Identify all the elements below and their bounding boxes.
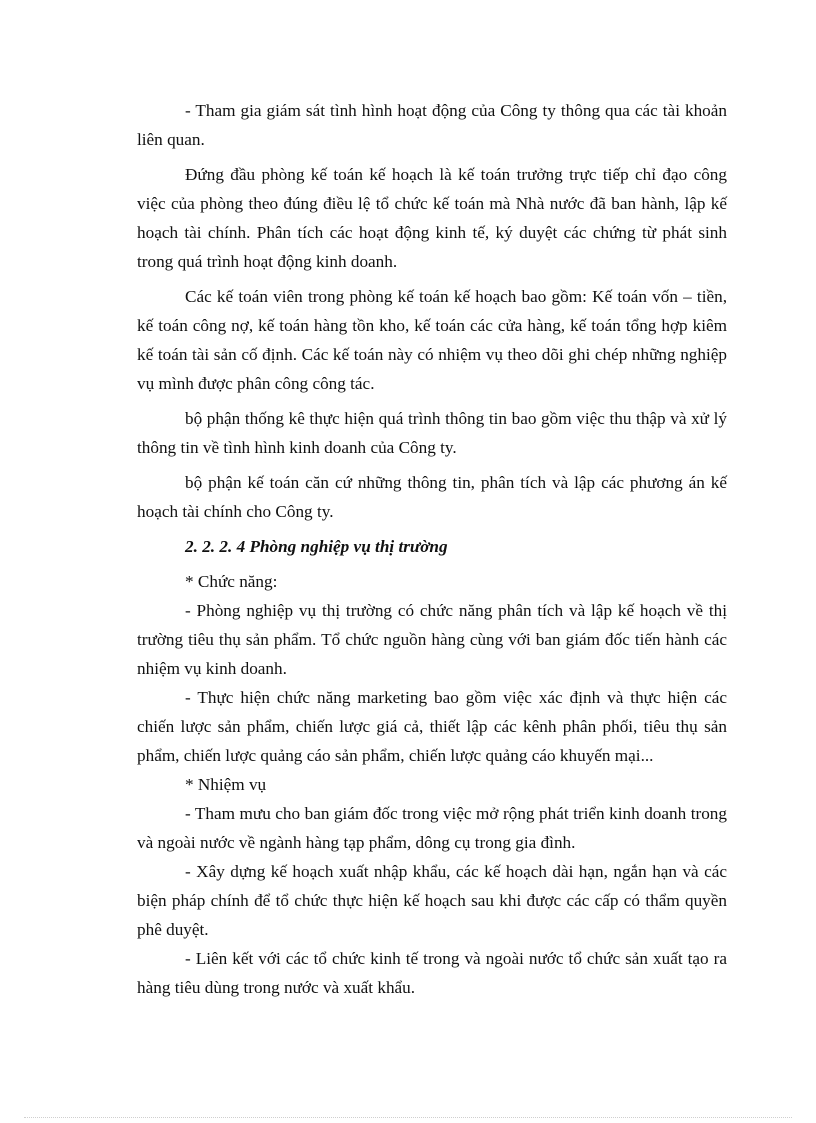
function-label: * Chức năng: — [185, 572, 278, 591]
duty-label: * Nhiệm vụ — [185, 775, 267, 794]
function-item-marketing: - Thực hiện chức năng marketing bao gồm việc xác định và thực hiện các chiến lược sản phẩm, chiến lược giá cả, thiết lập các kênh phân phối, tiêu thụ sản phẩm, chiến lược quảng cáo sản phẩm, chiến lược quảng cáo khuyến mại... — [137, 688, 727, 765]
page-bottom-divider — [24, 1117, 792, 1118]
paragraph-accounting-unit: bộ phận kế toán căn cứ những thông tin, phân tích và lập các phương án kế hoạch tài chính cho Công ty. — [137, 473, 727, 521]
duty-item-cooperation: - Liên kết với các tổ chức kinh tế trong và ngoài nước tổ chức sản xuất tạo ra hàng tiêu dùng trong nước và xuất khẩu. — [137, 949, 727, 997]
paragraph-accountants-list: Các kế toán viên trong phòng kế toán kế hoạch bao gồm: Kế toán vốn – tiền, kế toán công nợ, kế toán hàng tồn kho, kế toán các cửa hàng, kế toán tổng hợp kiêm kế toán tài sản cố định. Các kế toán này có nhiệm vụ theo dõi ghi chép những nghiệp vụ mình được phân công công tác. — [137, 287, 727, 393]
function-item-analysis: - Phòng nghiệp vụ thị trường có chức năng phân tích và lập kế hoạch về thị trường tiêu thụ sản phẩm. Tổ chức nguồn hàng cùng với ban giám đốc tiến hành các nhiệm vụ kinh doanh. — [137, 601, 727, 678]
paragraph-statistics-unit: bộ phận thống kê thực hiện quá trình thông tin bao gồm việc thu thập và xử lý thông tin về tình hình kinh doanh của Công ty. — [137, 409, 727, 457]
paragraph-chief-accountant: Đứng đầu phòng kế toán kế hoạch là kế toán trưởng trực tiếp chỉ đạo công việc của phòng theo đúng điều lệ tổ chức kế toán mà Nhà nước đã ban hành, lập kế hoạch tài chính. Phân tích các hoạt động kinh tế, ký duyệt các chứng từ phát sinh trong quá trình hoạt động kinh doanh. — [137, 165, 727, 271]
document-body — [137, 96, 727, 1002]
duty-item-plans: - Xây dựng kế hoạch xuất nhập khẩu, các kế hoạch dài hạn, ngắn hạn và các biện pháp chính để tổ chức thực hiện kế hoạch sau khi được các cấp có thẩm quyền phê duyệt. — [137, 862, 727, 939]
paragraph-supervise-accounts: - Tham gia giám sát tình hình hoạt động của Công ty thông qua các tài khoản liên quan. — [137, 101, 727, 149]
section-heading: 2. 2. 2. 4 Phòng nghiệp vụ thị trường — [185, 537, 448, 556]
duty-item-advise: - Tham mưu cho ban giám đốc trong việc mở rộng phát triển kinh doanh trong và ngoài nước về ngành hàng tạp phẩm, dông cụ trong gia đình. — [137, 804, 727, 852]
